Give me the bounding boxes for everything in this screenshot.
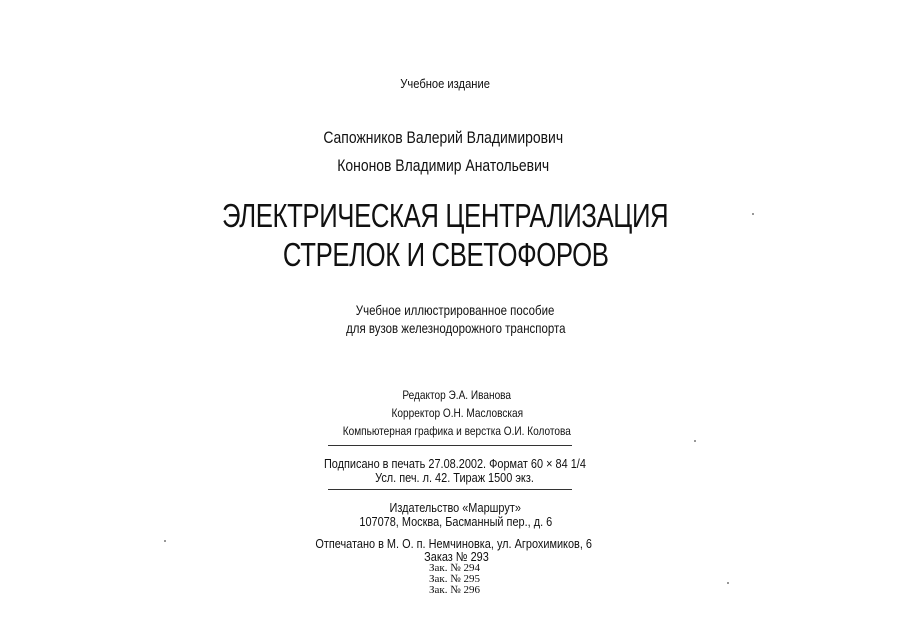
author-name-2: Кононов Владимир Анатольевич — [337, 156, 550, 175]
extra-order-3: Зак. № 296 — [429, 584, 480, 596]
print-signed-info: Подписано в печать 27.08.2002. Формат 60 × 84 1/4 — [323, 456, 586, 471]
corrector-credit: Корректор О.Н. Масловская — [391, 406, 524, 420]
publisher-address: 107078, Москва, Басманный пер., д. 6 — [359, 514, 552, 529]
book-title-line-2: СТРЕЛОК И СВЕТОФОРОВ — [282, 236, 609, 273]
divider-top — [328, 445, 572, 446]
book-title-line-1: ЭЛЕКТРИЧЕСКАЯ ЦЕНТРАЛИЗАЦИЯ — [222, 197, 669, 234]
extra-order-1: Зак. № 294 — [429, 562, 480, 574]
scan-speck — [727, 582, 729, 584]
subtitle-line-1: Учебное иллюстрированное пособие — [356, 302, 555, 318]
order-number: Заказ № 293 — [424, 549, 489, 564]
author-name-1: Сапожников Валерий Владимирович — [323, 128, 564, 147]
graphics-credit: Компьютерная графика и верстка О.И. Колотова — [342, 424, 571, 438]
divider-bottom — [328, 489, 572, 490]
scan-speck — [752, 213, 754, 215]
extra-order-2: Зак. № 295 — [429, 573, 480, 585]
scan-speck — [694, 440, 696, 442]
printer-info: Отпечатано в М. О. п. Немчиновка, ул. Агрохимиков, 6 — [315, 536, 592, 551]
edition-type: Учебное издание — [400, 76, 491, 91]
print-volume-info: Усл. печ. л. 42. Тираж 1500 экз. — [375, 470, 534, 485]
subtitle-line-2: для вузов железнодорожного транспорта — [345, 320, 566, 336]
publisher-name: Издательство «Маршрут» — [389, 500, 522, 515]
editor-credit: Редактор Э.А. Иванова — [402, 388, 511, 402]
scan-speck — [164, 540, 166, 542]
